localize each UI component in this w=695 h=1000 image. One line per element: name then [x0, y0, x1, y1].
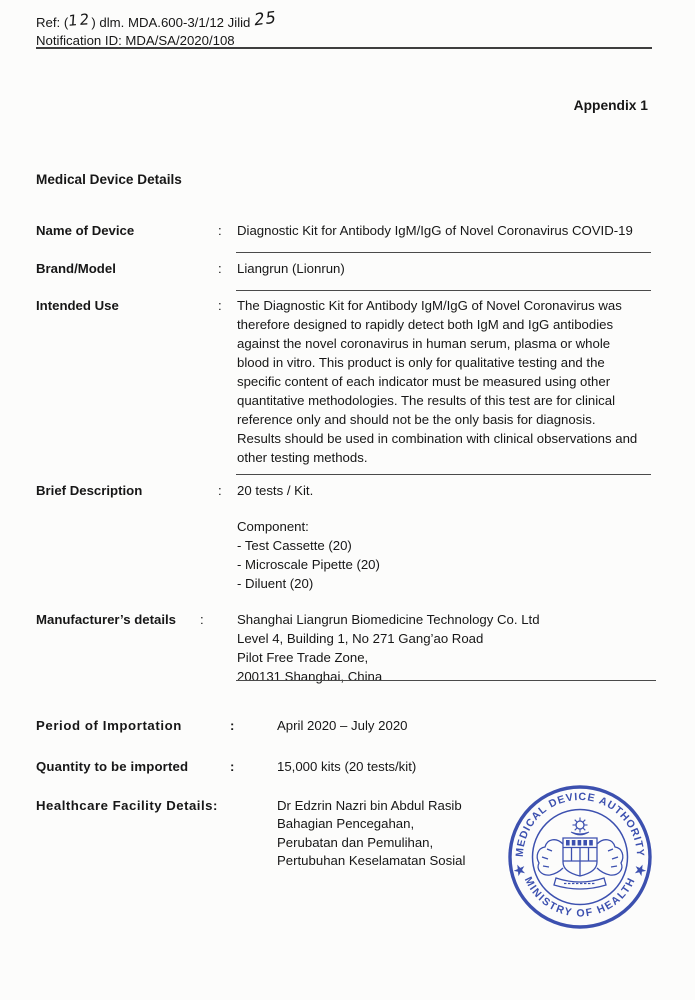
manufacturer-line: 200131 Shanghai, China: [237, 669, 383, 684]
colon: :: [230, 718, 235, 733]
colon: :: [200, 612, 204, 627]
intended-use-line: reference only and should not be the only basis for diagnosis.: [237, 412, 596, 427]
manufacturer-line: Shanghai Liangrun Biomedicine Technology Co. Ltd: [237, 612, 540, 627]
federal-star-icon: [571, 818, 589, 836]
field-label-name-of-device: Name of Device: [36, 223, 135, 238]
appendix-label: Appendix 1: [573, 98, 648, 113]
field-label-manufacturer: Manufacturer’s details: [36, 612, 176, 627]
field-label-period-of-importation: Period of Importation: [36, 718, 182, 733]
colon: :: [218, 298, 222, 313]
field-divider: [236, 474, 651, 475]
field-value-healthcare-facility: [277, 796, 465, 869]
field-divider: [236, 290, 651, 291]
component-item: - Diluent (20): [237, 576, 314, 591]
colon: :: [218, 261, 222, 276]
left-tiger-icon: [537, 840, 563, 875]
field-value-manufacturer: [237, 610, 540, 686]
right-tiger-icon: [597, 840, 623, 875]
component-list: [237, 536, 380, 593]
stamp-right-star-icon: ★: [631, 860, 649, 880]
field-value-intended-use: [237, 296, 637, 467]
intended-use-line: quantitative methodologies. The results of this test are for clinical: [237, 393, 615, 408]
component-item: - Microscale Pipette (20): [237, 557, 380, 572]
field-label-brief-description: Brief Description: [36, 483, 143, 498]
component-heading: Component:: [237, 519, 309, 534]
stamp-top-textpath: MEDICAL DEVICE AUTHORITY: [513, 790, 647, 858]
field-label-quantity: Quantity to be imported: [36, 759, 189, 774]
intended-use-line: against the novel coronavirus in human serum, plasma or whole: [237, 336, 611, 351]
official-stamp: [506, 783, 654, 931]
header-divider: [36, 47, 652, 49]
ref-middle: ) dlm. MDA.600-3/1/12 Jilid: [91, 15, 255, 30]
manufacturer-line: Level 4, Building 1, No 271 Gang’ao Road: [237, 631, 484, 646]
intended-use-line: therefore designed to rapidly detect both IgM and IgG antibodies: [237, 317, 614, 332]
stamp-bottom-textpath: MINISTRY OF HEALTH: [521, 874, 639, 920]
field-value-name-of-device: Diagnostic Kit for Antibody IgM/IgG of Novel Coronavirus COVID-19: [237, 223, 633, 238]
notification-id: Notification ID: MDA/SA/2020/108: [36, 33, 235, 48]
intended-use-line: other testing methods.: [237, 450, 368, 465]
shield-icon: [563, 838, 597, 876]
jilid-handwritten-number: 25: [253, 7, 278, 30]
healthcare-line: Dr Edzrin Nazri bin Abdul Rasib: [277, 798, 462, 813]
field-value-quantity: 15,000 kits (20 tests/kit): [277, 759, 417, 774]
stamp-left-star-icon: ★: [511, 860, 529, 880]
ref-prefix: Ref: (: [36, 15, 69, 30]
ref-line: [36, 7, 278, 32]
field-label-intended-use: Intended Use: [36, 298, 119, 313]
banner-ribbon-icon: [554, 878, 606, 889]
field-divider: [236, 252, 651, 253]
ref-handwritten-number: 12: [67, 10, 92, 30]
field-divider: [236, 680, 656, 681]
component-item: - Test Cassette (20): [237, 538, 352, 553]
colon: :: [218, 223, 222, 238]
intended-use-line: The Diagnostic Kit for Antibody IgM/IgG of Novel Coronavirus was: [237, 298, 622, 313]
healthcare-line: Bahagian Pencegahan,: [277, 816, 415, 832]
section-title: Medical Device Details: [36, 172, 182, 187]
manufacturer-line: Pilot Free Trade Zone,: [237, 650, 369, 665]
colon: :: [218, 483, 222, 498]
healthcare-line: Perubatan dan Pemulihan,: [277, 834, 434, 850]
field-value-period-of-importation: April 2020 – July 2020: [277, 718, 408, 733]
field-label-brand-model: Brand/Model: [36, 261, 116, 276]
coat-of-arms: [537, 818, 623, 890]
field-label-healthcare-facility: Healthcare Facility Details:: [36, 798, 218, 813]
field-value-brief-description: 20 tests / Kit.: [237, 483, 314, 498]
intended-use-line: specific content of each indicator must be measured using other: [237, 374, 611, 389]
field-value-brand-model: Liangrun (Lionrun): [237, 261, 345, 276]
healthcare-line: Pertubuhan Keselamatan Sosial: [277, 852, 466, 868]
intended-use-line: Results should be used in combination with clinical observations and: [237, 431, 638, 446]
intended-use-line: blood in vitro. This product is only for qualitative testing and the: [237, 355, 605, 370]
colon: :: [230, 759, 235, 774]
